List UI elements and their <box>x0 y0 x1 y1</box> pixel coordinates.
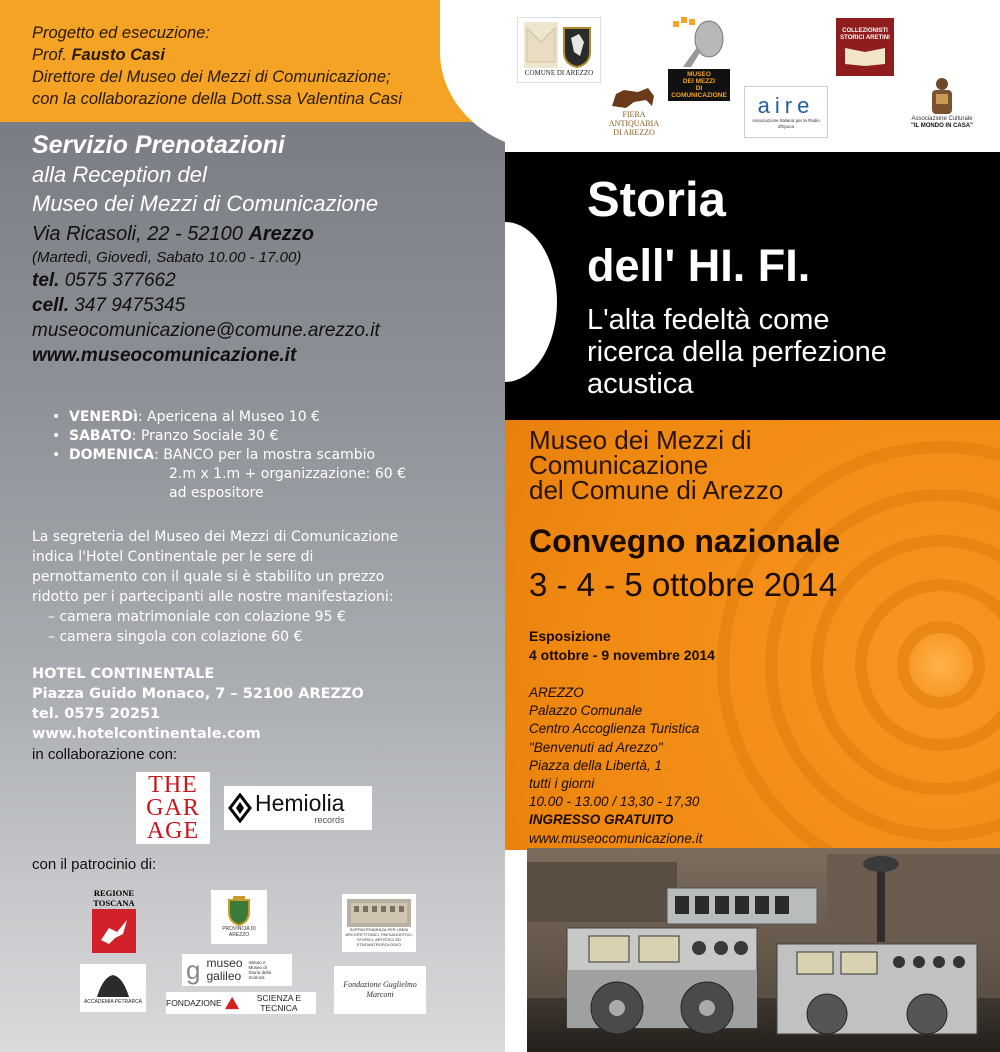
booking-tel: tel. 0575 377662 <box>32 270 176 291</box>
palazzo-icon <box>347 899 411 927</box>
exhibition <box>529 627 715 665</box>
provincia-arezzo-logo: PROVINCIA DI AREZZO <box>211 890 267 944</box>
event-continuation: ad espositore <box>169 485 264 501</box>
the-garage-logo: THE GAR AGE <box>136 772 210 844</box>
open-book-icon <box>843 42 887 66</box>
room-offer: – camera matrimoniale con colazione 95 € <box>48 609 346 625</box>
vintage-radio-icon <box>929 76 955 116</box>
accademia-petrarca-logo: ACCADEMIA PETRARCA <box>80 964 146 1012</box>
hotel-note: La segreteria del Museo dei Mezzi di Comunicazione indica l'Hotel Continentale per le sere di pernottamento con il quale si è stabilito un prezzo ridotto per i partecipanti alle nostre manifestazioni: – camera matrimoniale con colazione 95 € – camera singola con colazione 60 € <box>32 527 472 647</box>
fondazione-marconi-logo: Fondazione Guglielmo Marconi <box>334 966 426 1014</box>
comune-crest-icon <box>524 22 594 68</box>
booking-line: alla Reception del <box>32 162 207 187</box>
venue-info: AREZZO Palazzo Comunale Centro Accoglienza Turistica "Benvenuti ad Arezzo" Piazza della Libertà, 1 tutti i giorni 10.00 - 13.00 / 13,30 - 17,30 INGRESSO GRATUITO www.museocomunicazione.it <box>529 684 702 848</box>
booking-section <box>32 130 492 368</box>
booking-line: Museo dei Mezzi di Comunicazione <box>32 191 379 216</box>
exhibition-label: Esposizione <box>529 628 611 644</box>
hotel-address: Piazza Guido Monaco, 7 – 52100 AREZZO <box>32 686 364 702</box>
booking-address: Via Ricasoli, 22 - 52100 Arezzo <box>32 223 315 245</box>
exhibition-dates: 4 ottobre - 9 novembre 2014 <box>529 647 715 663</box>
booking-website[interactable]: www.museocomunicazione.it <box>32 345 297 366</box>
hemiolia-mark-icon <box>228 793 252 823</box>
booking-heading: Servizio Prenotazioni <box>32 131 285 159</box>
decorative-disc <box>505 222 557 382</box>
fiera-antiquaria-logo: FIERA ANTIQUARIA DI AREZZO <box>603 82 665 140</box>
author-name: Fausto Casi <box>71 46 165 64</box>
organizer-name: Museo dei Mezzi di Comunicazione del Comune di Arezzo <box>529 425 784 505</box>
hotel-contact <box>32 664 472 744</box>
event-item: • DOMENICA: BANCO per la mostra scambio <box>48 446 488 465</box>
hemiolia-logo: Hemiolia records <box>224 786 372 830</box>
museo-galileo-logo: g museo galileo Istituto e Museo di Storia della Scienza <box>182 954 292 986</box>
fondazione-scienza-tecnica-logo: FONDAZIONE SCIENZA E TECNICA <box>166 992 316 1014</box>
credits-line: con la collaborazione della Dott.ssa Valentina Casi <box>32 90 402 108</box>
regione-toscana-logo: REGIONE TOSCANA <box>88 886 140 956</box>
chimera-icon <box>608 86 660 110</box>
provincia-crest-icon <box>227 896 251 926</box>
title-block <box>505 152 1000 420</box>
booking-email[interactable]: museocomunicazione@comune.arezzo.it <box>32 320 380 341</box>
collaboration-label: in collaborazione con: <box>32 746 178 763</box>
venue-website[interactable]: www.museocomunicazione.it <box>529 830 703 846</box>
galileo-g-icon: g <box>186 955 201 985</box>
gramophone-horn-icon <box>671 17 727 69</box>
left-panel <box>0 122 505 1052</box>
hotel-website[interactable]: www.hotelcontinentale.com <box>32 726 261 742</box>
main-title-hifi: dell' HI. FI. <box>587 240 811 291</box>
collezionisti-storici-logo: COLLEZIONISTI STORICI ARETINI <box>836 18 894 76</box>
event-continuation: 2.m x 1.m + organizzazione: 60 € <box>169 466 407 482</box>
main-title: Storia <box>587 173 726 227</box>
subtitle: L'alta fedeltà come ricerca della perfezione acustica <box>587 304 887 400</box>
credits-line: Progetto ed esecuzione: <box>32 24 210 42</box>
soprintendenza-logo: SOPRINTENDENZA PER I BENI ARCHITETTONICI, PAESAGGISTICI, STORICI, ARTISTICI ED ETNOANTROPOLOGICI <box>342 894 416 952</box>
booking-hours: (Martedì, Giovedì, Sabato 10.00 - 17.00) <box>32 249 302 266</box>
fondazione-triangle-icon <box>225 996 239 1010</box>
event-item: • SABATO: Pranzo Sociale 30 € <box>48 427 488 446</box>
hotel-name: HOTEL CONTINENTALE <box>32 666 215 682</box>
credits-line: Direttore del Museo dei Mezzi di Comunicazione; <box>32 68 391 86</box>
free-entry: INGRESSO GRATUITO <box>529 812 674 828</box>
aire-logo: aire Associazione Italiana per la Radio d'Epoca <box>744 86 828 138</box>
patronage-label: con il patrocinio di: <box>32 856 157 873</box>
booking-cell: cell. 347 9475345 <box>32 295 186 316</box>
tape-recorders-photo <box>527 848 1000 1052</box>
credits-box <box>0 0 505 122</box>
event-info-block <box>505 420 1000 850</box>
tape-decks-illustration <box>527 848 1000 1052</box>
event-item: • VENERDì: Apericena al Museo 10 € <box>48 408 488 427</box>
pegasus-emblem-icon <box>91 908 137 954</box>
comune-arezzo-logo: COMUNE DI AREZZO <box>517 17 601 83</box>
conference-title: Convegno nazionale <box>529 523 841 559</box>
conference-dates: 3 - 4 - 5 ottobre 2014 <box>529 566 838 603</box>
sponsor-logo-bubble <box>440 0 1000 152</box>
events-list <box>48 408 488 503</box>
room-offer: – camera singola con colazione 60 € <box>48 629 303 645</box>
museo-mezzi-logo: MUSEO DEI MEZZI DI COMUNICAZIONE <box>666 16 732 102</box>
hotel-tel: tel. 0575 20251 <box>32 706 161 722</box>
il-mondo-in-casa-logo: Associazione Culturale "IL MONDO IN CASA" <box>902 68 982 138</box>
petrarca-emblem-icon <box>93 971 133 999</box>
credits-line: Prof. Fausto Casi <box>32 46 165 64</box>
